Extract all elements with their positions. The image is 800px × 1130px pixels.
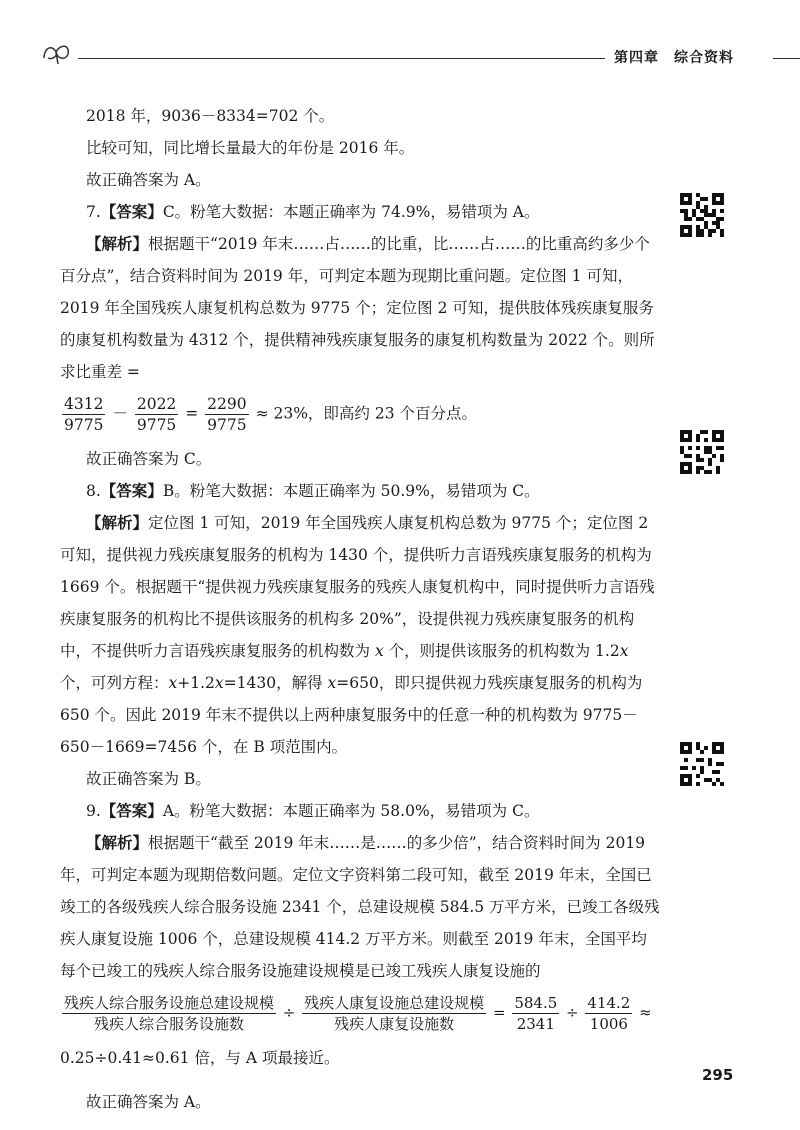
q7-formula [60, 394, 660, 435]
variable-x: x [374, 642, 384, 660]
q7-final-answer: 故正确答案为 C。 [86, 450, 212, 468]
qr-code-q8[interactable] [680, 430, 724, 474]
operator: ÷ [566, 1003, 579, 1022]
operator: ≈ [639, 1003, 652, 1022]
numerator: 残疾人康复设施总建设规模 [304, 994, 485, 1012]
q9-answer-text: A。粉笔大数据：本题正确率为 58.0%，易错项为 C。 [162, 802, 540, 820]
header-rule-left [78, 58, 605, 59]
header-rule-right [773, 58, 800, 59]
q8-text: =1430，解得 [223, 674, 328, 692]
page-number: 295 [702, 1066, 734, 1084]
q8-final-answer: 故正确答案为 B。 [86, 770, 211, 788]
q7-analysis [60, 228, 660, 388]
q7-number: 7. [86, 203, 101, 221]
numerator: 2290 [207, 395, 247, 413]
denominator: 1006 [589, 1015, 628, 1033]
q8-text: 个，则提供该服务的机构数为 1.2 [383, 642, 620, 660]
denominator: 9775 [64, 416, 104, 434]
formula-result: ≈ 23%，即高约 23 个百分点。 [255, 404, 478, 423]
q9-answer-line [60, 795, 660, 827]
text-line: 故正确答案为 A。 [86, 171, 211, 189]
q7-analysis-text: 根据题干“2019 年末……占……的比重，比……占……的比重高约多少个百分点”，结合资料时间为 2019 年，可判定本题为现期比重问题。定位图 1 可知，2019 年全国残疾人康复机构总数为 9775 个；定位图 2 可知，提供肢体残疾康复服务的康复机构数量为 4312 个，提供精神残疾康复服务的康复机构数量为 2022 个。则所求比重差 = [60, 235, 655, 381]
fraction [512, 993, 559, 1034]
q7-answer-text: C。粉笔大数据：本题正确率为 74.9%，易错项为 A。 [162, 203, 540, 221]
fraction [302, 993, 486, 1034]
variable-x: x [327, 674, 337, 692]
operator: ÷ [282, 1003, 296, 1022]
answer-tag: 【答案】 [100, 203, 163, 221]
analysis-tag: 【解析】 [86, 834, 149, 852]
fraction [585, 993, 632, 1034]
q8-text: +1.2 [177, 674, 215, 692]
q8-text: 定位图 1 可知，2019 年全国残疾人康复机构总数为 9775 个；定位图 2 可知，提供视力残疾康复服务的机构为 1430 个，提供听力言语残疾康复服务的机构为 1669 个。根据题干“提供视力残疾康复服务的残疾人康复机构中，同时提供听力言语残疾康复服务的机构比不提供该服务的机构多 20%”，设提供视力残疾康复服务的机构中，不提供听力言语残疾康复服务的机构数为 [60, 514, 655, 660]
q9-result: 0.25÷0.41≈0.61 倍，与 A 项最接近。 [60, 1049, 340, 1067]
analysis-tag: 【解析】 [86, 235, 149, 253]
denominator: 残疾人综合服务设施数 [94, 1015, 245, 1033]
denominator: 2341 [516, 1015, 555, 1033]
qr-code-q7[interactable] [680, 193, 724, 237]
qr-code-icon [680, 193, 724, 237]
qr-code-icon [680, 742, 724, 786]
text-line: 比较可知，同比增长量最大的年份是 2016 年。 [86, 139, 415, 157]
answer-tag: 【答案】 [100, 482, 163, 500]
q8-answer-text: B。粉笔大数据：本题正确率为 50.9%，易错项为 C。 [162, 482, 540, 500]
fraction [205, 394, 248, 435]
q9-analysis [60, 827, 660, 987]
denominator: 9775 [207, 416, 247, 434]
chapter-title: 第四章 综合资料 [614, 50, 734, 66]
denominator: 残疾人康复设施数 [334, 1015, 455, 1033]
answer-tag: 【答案】 [100, 802, 163, 820]
text-line: 2018 年，9036－8334=702 个。 [86, 107, 335, 125]
q8-text: =650，即只提供视力残疾康复服务的机构为 650 个。因此 2019 年末不提供以上两种康复服务中的任意一种的机构数为 9775－650－1669=7456 个，在 B 项范围内。 [60, 674, 643, 756]
denominator: 9775 [136, 416, 177, 434]
numerator: 584.5 [514, 994, 558, 1012]
q8-text: 个，可列方程： [60, 674, 169, 692]
q9-formula [60, 993, 660, 1034]
qr-code-icon [680, 430, 724, 474]
variable-x: x [214, 674, 224, 692]
numerator: 残疾人综合服务设施总建设规模 [64, 994, 275, 1012]
page-header [38, 38, 800, 78]
numerator: 414.2 [587, 994, 631, 1012]
operator: － [112, 404, 128, 423]
fraction [62, 394, 105, 435]
fraction [62, 993, 276, 1034]
qr-code-q9[interactable] [680, 742, 724, 786]
q9-number: 9. [86, 802, 101, 820]
q9-final-answer: 故正确答案为 A。 [86, 1093, 211, 1111]
q8-analysis [60, 507, 660, 763]
numerator: 4312 [64, 395, 104, 413]
main-content [60, 100, 660, 1118]
fraction [135, 394, 178, 435]
variable-x: x [619, 642, 629, 660]
leaf-icon [38, 38, 78, 66]
analysis-tag: 【解析】 [86, 514, 149, 532]
q7-answer-line [60, 196, 660, 228]
numerator: 2022 [136, 395, 177, 413]
q8-answer-line [60, 475, 660, 507]
operator: = [492, 1003, 506, 1022]
q9-analysis-text: 根据题干“截至 2019 年末……是……的多少倍”，结合资料时间为 2019 年，可判定本题为现期倍数问题。定位文字资料第二段可知，截至 2019 年末，全国已竣工的各级残疾人综合服务设施 2341 个，总建设规模 584.5 万平方米，已竣工各级残疾人康复设施 1006 个，总建设规模 414.2 万平方米。则截至 2019 年末，全国平均每个已竣工的残疾人综合服务设施建设规模是已竣工残疾人康复设施的 [60, 834, 660, 980]
q8-number: 8. [86, 482, 101, 500]
operator: = [185, 404, 199, 423]
variable-x: x [168, 674, 178, 692]
